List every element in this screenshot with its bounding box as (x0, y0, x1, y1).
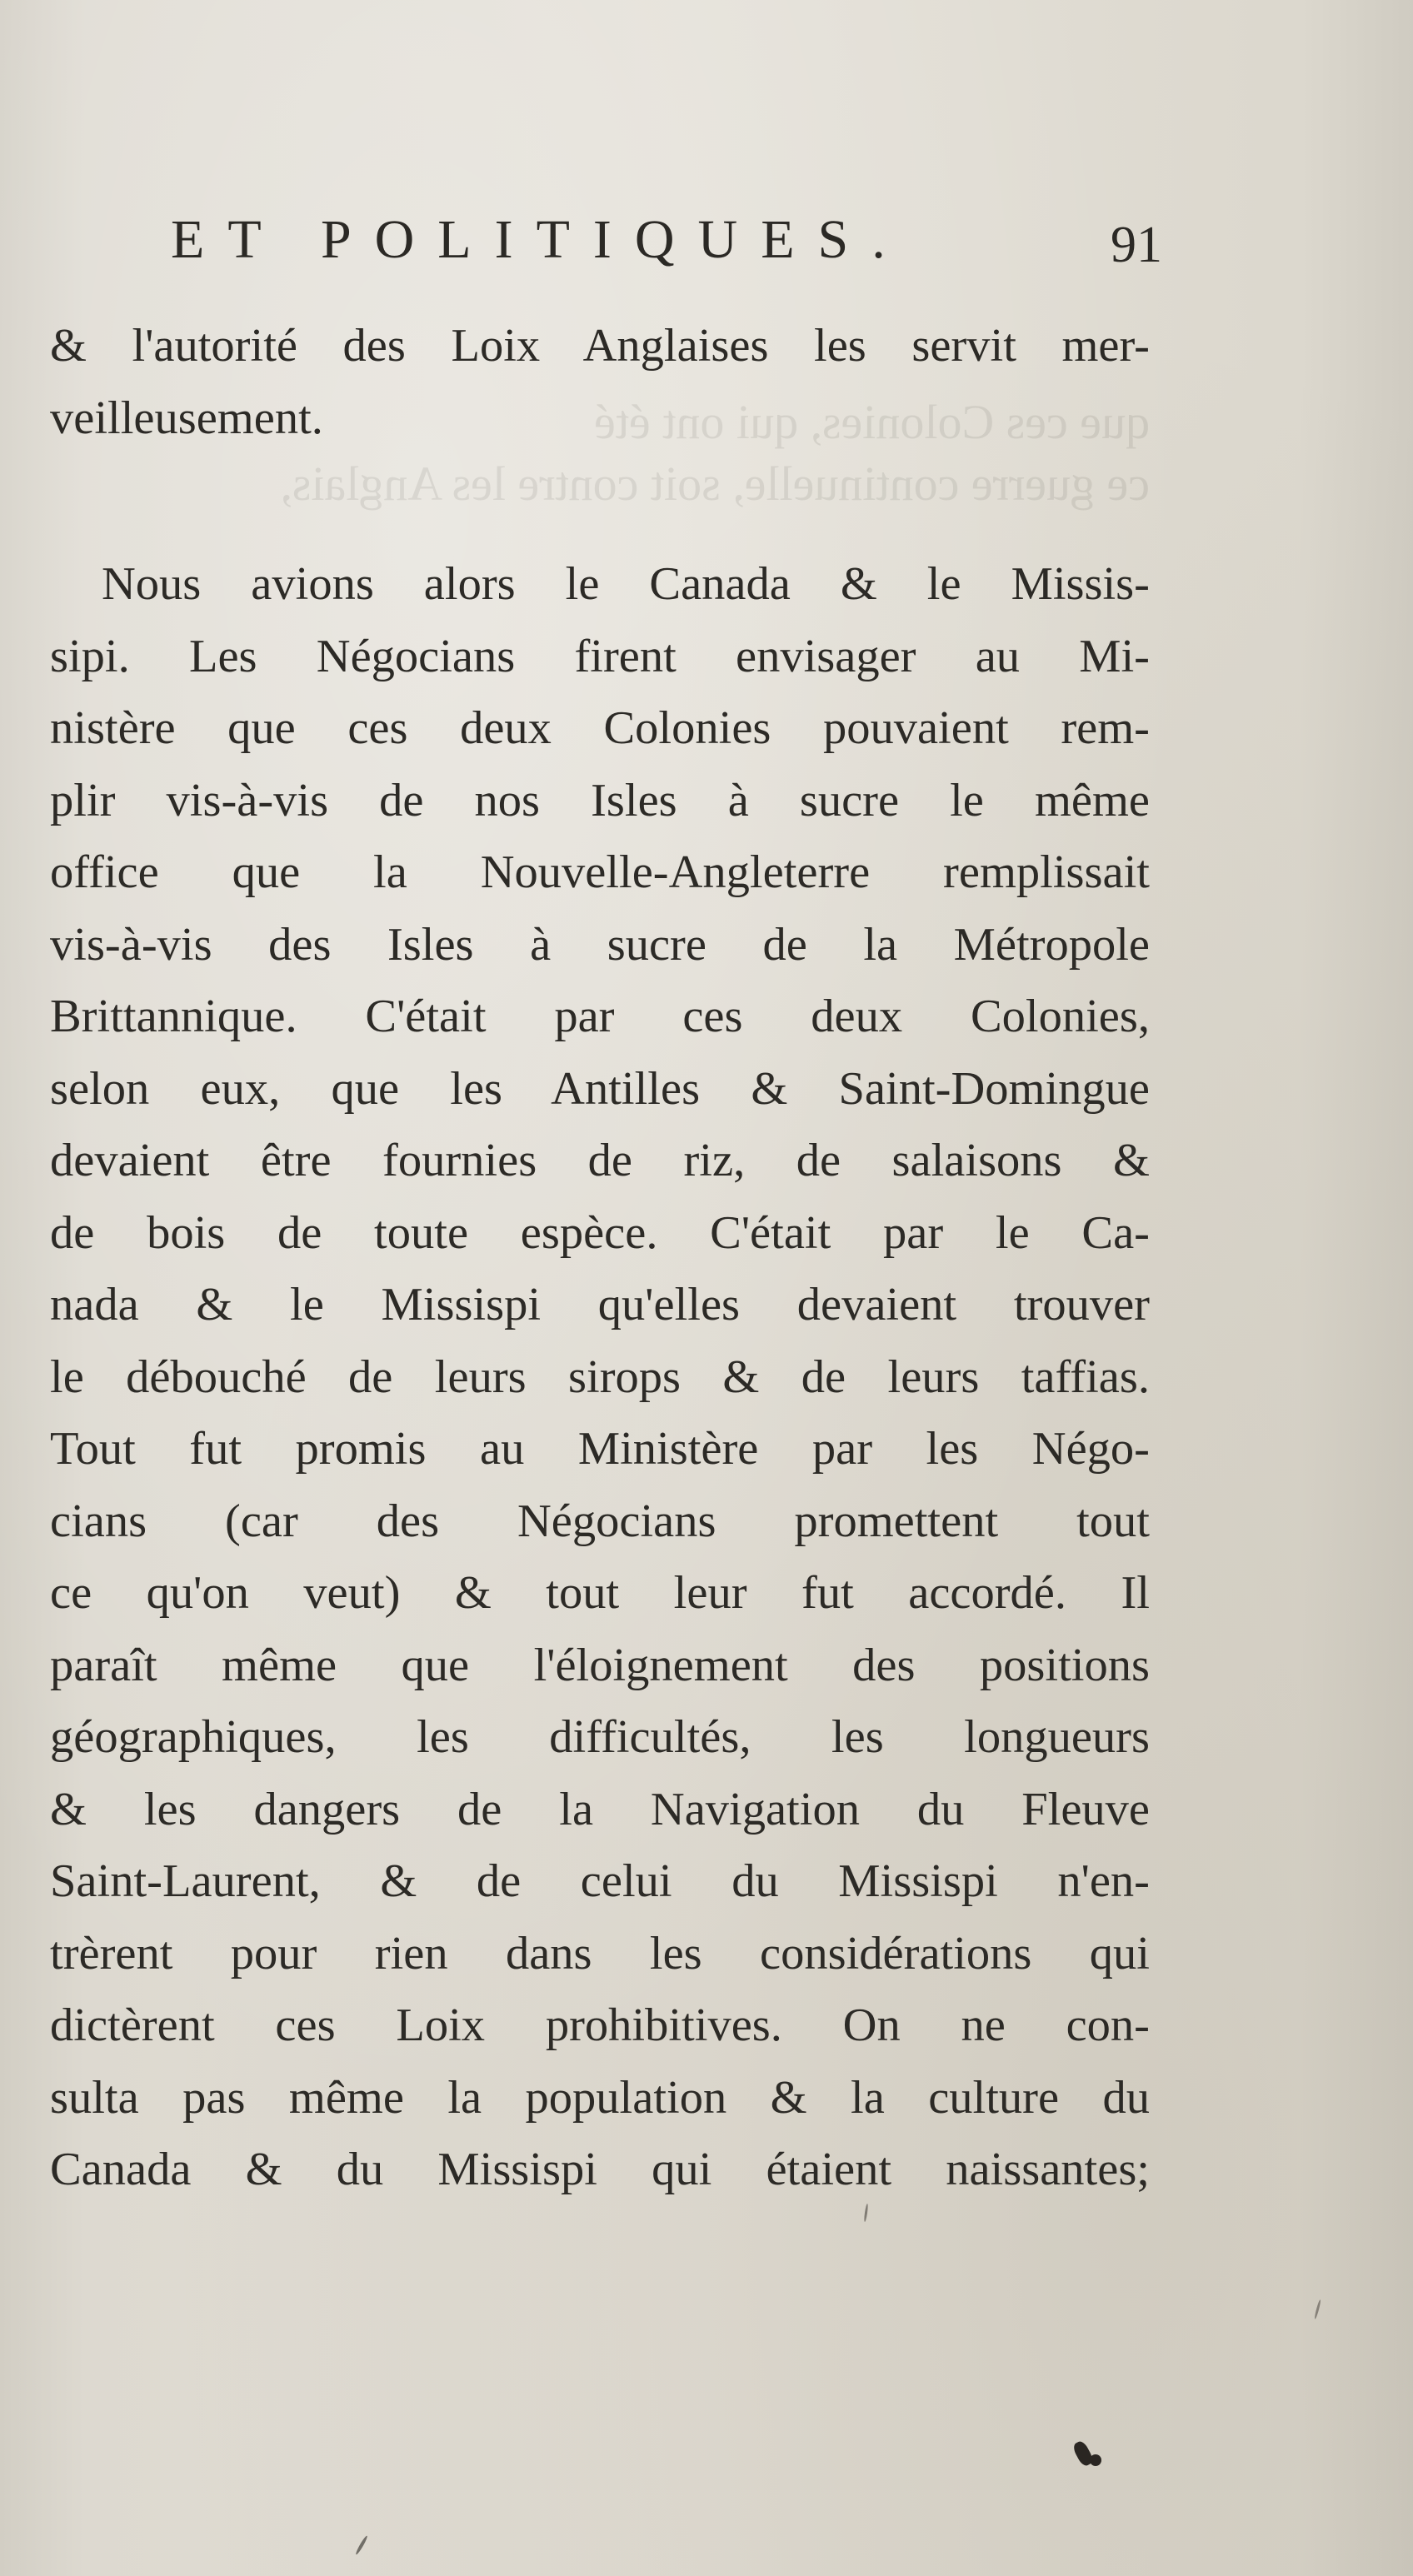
body-text (50, 310, 1150, 2206)
text-line: cians (car des Négocians promettent tout (50, 1495, 1150, 1547)
text-line: Saint-Laurent, & de celui du Missispi n'en- (50, 1855, 1150, 1907)
text-line: & l'autorité des Loix Anglaises les servit mer- (50, 320, 1150, 372)
text-line: sulta pas même la population & la culture du (50, 2071, 1150, 2124)
pencil-mark (1314, 2299, 1321, 2319)
running-head (171, 209, 1162, 287)
running-title: ET POLITIQUES. (171, 209, 909, 270)
text-line: plir vis-à-vis de nos Isles à sucre le même (50, 774, 1150, 826)
text-line: Brittannique. C'était par ces deux Colonies, (50, 991, 1150, 1042)
text-line: devaient être fournies de riz, de salaisons & (50, 1135, 1150, 1186)
text-line: Canada & du Missispi qui étaient naissantes; (50, 2144, 1150, 2195)
text-line: trèrent pour rien dans les considérations qui (50, 1927, 1150, 1979)
text-line: ce qu'on veut) & tout leur fut accordé. Il (50, 1567, 1150, 1619)
ink-blot (1090, 2454, 1101, 2466)
text-line: veilleusement. (50, 392, 323, 444)
text-line: nada & le Missispi qu'elles devaient trouver (50, 1279, 1150, 1330)
text-line: dictèrent ces Loix prohibitives. On ne con- (50, 1999, 1150, 2051)
text-line: le débouché de leurs sirops & de leurs taffias. (50, 1350, 1150, 1403)
text-line: sipi. Les Négocians firent envisager au Mi- (50, 630, 1150, 682)
text-line: vis-à-vis des Isles à sucre de la Métropole (50, 918, 1150, 971)
text-line: nistère que ces deux Colonies pouvaient rem- (50, 702, 1150, 754)
text-line: géographiques, les difficultés, les longueurs (50, 1711, 1150, 1763)
text-line: paraît même que l'éloignement des positions (50, 1639, 1150, 1691)
paragraph (50, 548, 1150, 2206)
text-line: Tout fut promis au Ministère par les Négo- (50, 1423, 1150, 1475)
paragraph (50, 310, 1150, 454)
bleed-through-line: que ces Colonies, qui ont été (594, 395, 1150, 449)
text-line: de bois de toute espèce. C'était par le Ca- (50, 1206, 1150, 1259)
pencil-mark (863, 2204, 868, 2222)
page-number: 91 (1111, 217, 1162, 273)
text-line: Nous avions alors le Canada & le Missis- (102, 558, 1150, 610)
pencil-mark (355, 2535, 368, 2556)
text-line: office que la Nouvelle-Angleterre remplissait (50, 846, 1150, 898)
bleed-through-line: ce guerre continuelle, soit contre les Anglais, (280, 457, 1150, 511)
text-line: selon eux, que les Antilles & Saint-Domingue (50, 1062, 1150, 1115)
text-line: & les dangers de la Navigation du Fleuve (50, 1783, 1150, 1835)
